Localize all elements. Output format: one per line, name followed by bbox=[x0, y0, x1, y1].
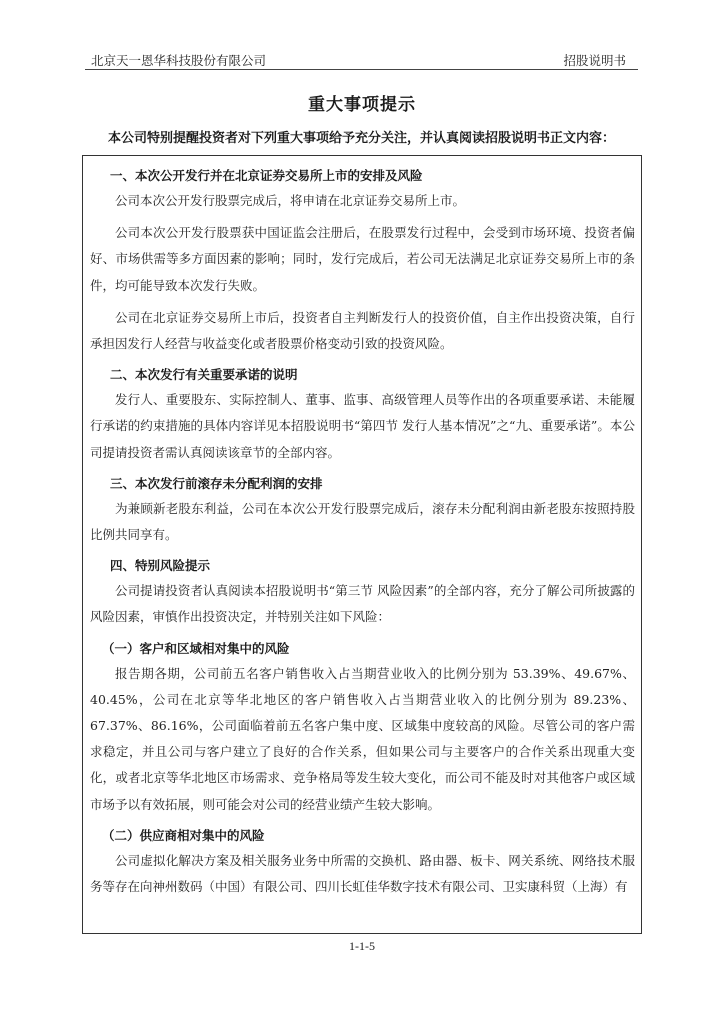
section-3 bbox=[90, 472, 635, 548]
subsection-2 bbox=[90, 824, 635, 900]
section-4 bbox=[90, 554, 635, 630]
paragraph: 为兼顾新老股东利益，公司在本次公开发行股票完成后，滚存未分配利润由新老股东按照持股比例共同享有。 bbox=[90, 500, 635, 543]
content-body bbox=[90, 164, 635, 906]
subsection-heading: （一）客户和区域相对集中的风险 bbox=[102, 640, 290, 656]
intro-statement: 本公司特别提醒投资者对下列重大事项给予充分关注，并认真阅读招股说明书正文内容： bbox=[107, 131, 615, 146]
section-2 bbox=[90, 363, 635, 466]
subsection-heading: （二）供应商相对集中的风险 bbox=[102, 827, 265, 843]
subsection-1 bbox=[90, 637, 635, 818]
section-heading: 四、特别风险提示 bbox=[110, 558, 211, 574]
paragraph: 公司虚拟化解决方案及相关服务业务中所需的交换机、路由器、板卡、网关系统、网络技术服务等存在向神州数码（中国）有限公司、四川长虹佳华数字技术有限公司、卫实康科贸（上海）有 bbox=[90, 852, 635, 895]
section-heading: 二、本次发行有关重要承诺的说明 bbox=[110, 367, 298, 383]
content-box bbox=[82, 155, 642, 934]
page-number: 1-1-5 bbox=[349, 939, 375, 953]
paragraph: 发行人、重要股东、实际控制人、董事、监事、高级管理人员等作出的各项重要承诺、未能履行承诺的约束措施的具体内容详见本招股说明书“第四节 发行人基本情况”之“九、重要承诺”。本公司提请投资者需认真阅读该章节的全部内容。 bbox=[90, 392, 635, 460]
header-document-type: 招股说明书 bbox=[563, 53, 626, 68]
page-title: 重大事项提示 bbox=[308, 95, 416, 115]
header-company-name: 北京天一恩华科技股份有限公司 bbox=[91, 53, 267, 68]
paragraph: 公司本次公开发行股票完成后，将申请在北京证券交易所上市。 bbox=[115, 193, 466, 208]
section-1 bbox=[90, 164, 635, 357]
paragraph: 公司在北京证券交易所上市后，投资者自主判断发行人的投资价值，自主作出投资决策，自行承担因发行人经营与收益变化或者股票价格变动引致的投资风险。 bbox=[90, 309, 635, 352]
section-heading: 一、本次公开发行并在北京证券交易所上市的安排及风险 bbox=[110, 168, 423, 183]
page-header bbox=[85, 50, 638, 70]
paragraph: 公司提请投资者认真阅读本招股说明书“第三节 风险因素”的全部内容，充分了解公司所披露的风险因素，审慎作出投资决定，并特别关注如下风险： bbox=[90, 583, 635, 625]
section-heading: 三、本次发行前滚存未分配利润的安排 bbox=[110, 475, 323, 491]
paragraph: 报告期各期，公司前五名客户销售收入占当期营业收入的比例分别为 53.39%、49.67%、40.45%，公司在北京等华北地区的客户销售收入占当期营业收入的比例分别为 89.23%、67.37%、86.16%，公司面临着前五名客户集中度、区域集中度较高的风险。尽管公司的客户需求稳定，并且公司与客户建立了良好的合作关系，但如果公司与主要客户的合作关系出现重大变化，或者北京等华北地区市场需求、竞争格局等发生较大变化，而公司不能及时对其他客户或区域市场予以有效拓展，则可能会对公司的经营业绩产生较大影响。 bbox=[90, 665, 635, 812]
paragraph: 公司本次公开发行股票获中国证监会注册后，在股票发行过程中，会受到市场环境、投资者偏好、市场供需等多方面因素的影响；同时，发行完成后，若公司无法满足北京证券交易所上市的条件，均可能导致本次发行失败。 bbox=[90, 225, 635, 293]
